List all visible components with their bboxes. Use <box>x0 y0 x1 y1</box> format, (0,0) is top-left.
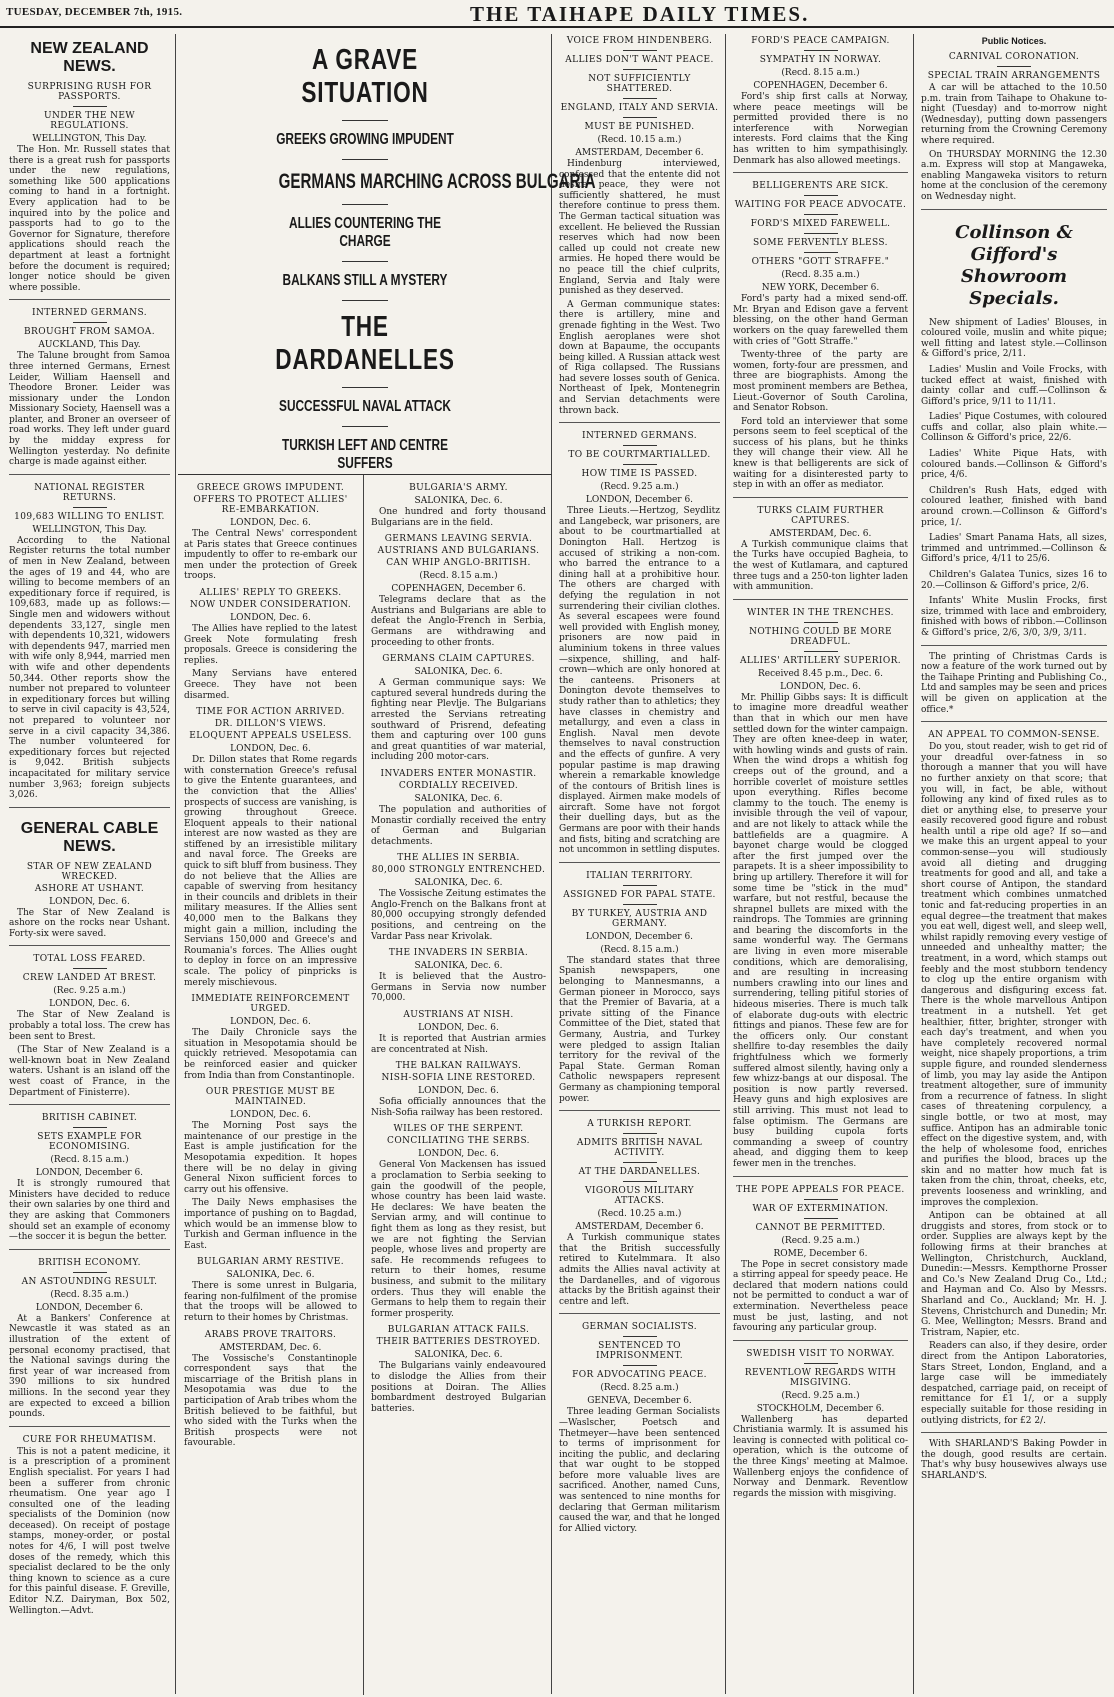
received-time: (Recd. 9.25 a.m.) <box>600 482 679 493</box>
received-time: (Recd. 8.15 a.m.) <box>50 1155 129 1166</box>
received-time: (Recd. 9.25 a.m.) <box>781 1235 860 1246</box>
article-body: A German communique says: We captured several hundreds during the fighting near Plevlje. The Bulgarians arrested the Servians retreating southward of Prisrend, defeating them and capturing over 100 guns and great quantities of war material, including 200 motor-cars. <box>371 678 546 763</box>
article-turkish <box>559 1110 720 1307</box>
advert-item: Children's Galatea Tunics, sizes 16 to 20.—Collinson & Gifford's price, 2/6. <box>921 570 1107 591</box>
dateline: LONDON, Dec. 6. <box>418 1149 499 1160</box>
article-body: There is some unrest in Bulgaria, fearing non-fulfilment of the promise that the troops will be allowed to return to their homes by Christmas. <box>184 1281 357 1324</box>
headline-turkish-left: TURKISH LEFT AND CENTRE SUFFERS <box>281 437 448 472</box>
headline-balkans: BALKANS STILL A MYSTERY <box>282 272 447 289</box>
article-body: Twenty-three of the party are women, forty-four are pressmen, and three are biographists. Among the most prominent members are Bethea, Lieut.-Governor of South Carolina, and Senator Robson. <box>733 350 908 414</box>
article-arabs <box>184 1330 357 1449</box>
article-note: (The Star of New Zealand is a well-known boat in New Zealand waters. Ushant is an island off the west coast of France, in the Department of Finisterre). <box>9 1045 170 1098</box>
dateline: LONDON, December 6. <box>35 1302 144 1313</box>
article-body: It is believed that the Austro-Germans in Servia now number 70,000. <box>371 972 546 1004</box>
notice-carnival <box>921 52 1107 203</box>
article-subheading: CONCILIATING THE SERBS. <box>387 1136 530 1147</box>
article-body: A German communique states: there is artillery, mine and grenade fighting in the West. Two English aeroplanes were shot down at Bapaume, the occupants being killed. A Russian attack west of Riga collapsed. The Russians had severe losses south of Genica. Northeast of Ipek, Montenegrin and Servian detachments were thrown back. <box>559 299 720 416</box>
article-captures <box>371 654 546 763</box>
headline-germans-marching: GERMANS MARCHING ACROSS BULGARIA <box>278 170 596 193</box>
article-subheading: NISH-SOFIA LINE RESTORED. <box>381 1073 536 1084</box>
divider <box>804 622 838 623</box>
divider <box>804 1199 838 1200</box>
article-body: According to the National Register returns the total number of men in New Zealand, between the ages of 19 and 44, who are willing to become members of an expeditionary force if required, is 109,683, made up as follows:—Single men and widowers without dependents 33,127, single men with dependents 10,321, widowers with dependents 947, married men with wife only 8,944, married men with wife and other dependents 50,344. Other reports show the number not prepared to volunteer in expeditionary forces but willing to serve in civil capacity is 43,524, not prepared to volunteer nor serve in a civil capacity 34,386. The number volunteered for expeditionary forces but rejected is 9,042. British subjects incapacitated for military service number 3,963; foreign subjects 3,026. <box>9 535 170 801</box>
article-body: Antipon can be obtained at all druggists and stores, from stock or to order. Supplies are always kept by the following firms at their branches at Wellington, Christchurch, Auckland, Dunedin:—Messrs. Kempthorne Prosser and Co.'s New Zealand Drug Co., Ltd.; and Hayman and Co. Also by Messrs. Sharland and Co., Auckland; Mr. H. J. Stevens, Christchurch and Dunedin; Mr. G. Mee, Wellington; Messrs. Brand and Tristram, Napier, etc. <box>921 1211 1107 1338</box>
article-body: The Bulgarians vainly endeavoured to dislodge the Allies from their positions at Doiran. The Allies bombardment destroyed Bulgarian batteries. <box>371 1361 546 1414</box>
received-time: (Recd. 8.15 a.m.) <box>781 68 860 78</box>
article-greece-impudent <box>184 483 357 582</box>
article-hindenburg <box>559 36 720 416</box>
article-body: The Talune brought from Samoa three interned Germans, Ernest Leider, William Haensell and Theodore Broner. Leider was missionary under the London Missionary Society, Haensell was a planter, and Broner an overseer of road works. They left under guard by the midday express for Wellington yesterday. No definite charge is made against either. <box>9 351 170 468</box>
article-body: A Turkish communique states that the British successfully retired to Kutelmmara. It also admits the Allies naval activity at the Dardanelles, and of vigorous attacks by the British against their centre and left. <box>559 1233 720 1307</box>
dateline: SALONIKA, Dec. 6. <box>414 496 503 506</box>
article-leaving-servia <box>371 534 546 648</box>
article-body: The Hon. Mr. Russell states that there is a great rush for passports under the new regulations, something like 500 applications coming to hand in a fortnight. Every application had to be inquired into by the police and passports had to go to the Governor for Signature, therefore applications should reach the department at least a fortnight before the document is required; longer notice should be given where possible. <box>9 145 170 293</box>
dateline: SALONIKA, Dec. 6. <box>414 667 503 678</box>
advert-item: New shipment of Ladies' Blouses, in coloured voile, muslin and white pique; well fitting and latest style.—Collinson & Gifford's price, 2/11. <box>921 317 1107 360</box>
divider <box>73 1127 107 1128</box>
article-body: The Star of New Zealand is ashore on the rocks near Ushant. Forty-six were saved. <box>9 907 170 939</box>
dateline: STOCKHOLM, December 6. <box>756 1403 885 1414</box>
divider <box>804 214 838 215</box>
dateline: SALONIKA, Dec. 6. <box>414 1350 503 1361</box>
divider <box>342 426 388 427</box>
article-headline: BELLIGERENTS ARE SICK. <box>752 181 889 192</box>
article-headline: BRITISH CABINET. <box>41 1113 138 1124</box>
article-turks-captures <box>733 497 908 593</box>
article-subheading: 109,683 WILLING TO ENLIST. <box>14 511 165 522</box>
dateline: LONDON, Dec. 6. <box>230 1110 311 1121</box>
article-headline: GERMAN SOCIALISTS. <box>581 1322 698 1333</box>
article-army-restive <box>184 1257 357 1323</box>
issue-date: TUESDAY, DECEMBER 7th, 1915. <box>6 6 183 18</box>
dateline: LONDON, Dec. 6. <box>49 999 130 1010</box>
article-subheading: 80,000 STRONGLY ENTRENCHED. <box>371 865 546 876</box>
advert-brand-title: Collinson & Gifford's Showroom Specials. <box>955 221 1073 309</box>
article-headline: VOICE FROM HINDENBERG. <box>566 36 713 46</box>
divider <box>623 1181 657 1182</box>
dateline: LONDON, Dec. 6. <box>230 612 311 623</box>
advert-item: Infants' White Muslin Frocks, first size, trimmed with lace and embroidery, finished with bows of ribbon.—Collinson & Gifford's price, 2/6, 3/0, 3/9, 3/11. <box>921 596 1107 638</box>
dateline: LONDON, Dec. 6. <box>230 1017 311 1028</box>
article-subheading: ADMITS BRITISH NAVAL ACTIVITY. <box>576 1138 703 1159</box>
article-headline: CARNIVAL CORONATION. <box>948 52 1080 62</box>
divider <box>73 507 107 508</box>
article-headline: THE POPE APPEALS FOR PEACE. <box>736 1184 905 1195</box>
article-register <box>9 474 170 801</box>
dateline: LONDON, Dec. 6. <box>780 681 861 692</box>
article-body: The Star of New Zealand is probably a total loss. The crew has been sent to Brest. <box>9 1010 170 1042</box>
article-subheading: SYMPATHY IN NORWAY. <box>759 55 882 65</box>
divider <box>623 1133 657 1134</box>
headline-grave-situation: A GRAVE SITUATION <box>300 44 429 109</box>
article-subheading: OTHERS "GOTT STRAFFE." <box>751 257 890 268</box>
article-headline: ITALIAN TERRITORY. <box>586 870 693 881</box>
article-belligerents <box>733 172 908 491</box>
article-body: A Turkish communique claims that the Turks have occupied Bagheia, to the west of Kutlamara, and captured three tugs and a 250-ton lighter laden with ammunition. <box>733 539 908 593</box>
article-headline: INTERNED GERMANS. <box>582 431 697 442</box>
divider <box>342 204 388 205</box>
article-subheading: ASSIGNED FOR PAPAL STATE. <box>563 889 716 900</box>
advert-item: Ladies' Smart Panama Hats, all sizes, trimmed and untrimmed.—Collinson & Gifford's price, 4/11 to 25/6. <box>921 533 1107 565</box>
advert-item: Children's Rush Hats, edged with coloured leather, finished with band around crown.—Collinson & Gifford's price, 1/. <box>921 485 1107 528</box>
article-headline: GREECE GROWS IMPUDENT. <box>196 483 345 493</box>
article-headline: BRITISH ECONOMY. <box>38 1257 141 1268</box>
article-body: The standard states that three Spanish newspapers, one belonging to Mannesmanns, a German pioneer in Morocco, says that the Premier of Bavaria, at a private sitting of the Finance Committee of the Diet, stated that Germany, Austria, and Turkey were pledged to assign Italian territory for the revival of the Papal State. German Roman Catholic newspapers represent Germany as championing temporal power. <box>559 955 720 1104</box>
article-pope <box>733 1176 908 1334</box>
dateline: SALONIKA, Dec. 6. <box>226 1270 315 1281</box>
war-news-subcolumns <box>178 474 552 1449</box>
column-5 <box>916 34 1112 1694</box>
received-time: (Recd. 8.35 a.m.) <box>50 1289 129 1300</box>
received-time: (Recd. 10.25 a.m.) <box>597 1209 682 1220</box>
article-headline: TOTAL LOSS FEARED. <box>33 954 146 965</box>
article-headline: TURKS CLAIM FURTHER CAPTURES. <box>757 505 884 526</box>
article-subheading: AT THE DARDANELLES. <box>578 1167 701 1178</box>
divider <box>623 1365 657 1366</box>
public-notices-label: Public Notices. <box>981 36 1047 46</box>
article-headline: THE ALLIES IN SERBIA. <box>397 853 520 864</box>
article-monastir <box>371 769 546 847</box>
divider <box>342 261 388 262</box>
article-subheading: OFFERS TO PROTECT ALLIES' RE-EMBARKATION. <box>193 495 348 515</box>
article-italian <box>559 862 720 1104</box>
received-time: (Recd. 9.25 a.m.) <box>781 1390 860 1401</box>
article-bulgaria-army <box>371 483 546 528</box>
dateline: SALONIKA, Dec. 6. <box>414 878 503 889</box>
article-headline: TIME FOR ACTION ARRIVED. <box>196 707 345 718</box>
article-headline: GERMANS CLAIM CAPTURES. <box>382 654 535 665</box>
received-time: (Recd. 8.35 a.m.) <box>781 270 860 281</box>
article-subheading: WAITING FOR PEACE ADVOCATE. <box>734 200 907 211</box>
article-body: General Von Mackensen has issued a proclamation to Serbia seeking to gain the goodwill of the people, whose country has been laid waste. He declares: We have beaten the Servian army, and will continue to fight them as long as they resist, but we are not fighting the Servian people, whose lives and property are safe. He recommends refugees to return to their homes, resume business, and submit to the military orders. Thus they will enable the Germans to help them to regain their former prosperity. <box>371 1160 546 1319</box>
headline-stack <box>245 34 596 473</box>
dateline: AMSTERDAM, Dec. 6. <box>769 528 872 539</box>
article-body: Ford's ship first calls at Norway, where peace meetings will be permitted provided there is no interference with Norwegian interests. Ford claims that the King has written to him sympathisingly. Denmark has also allowed meetings. <box>733 92 908 166</box>
article-body: Dr. Dillon states that Rome regards with consternation Greece's refusal to give the Entente guarantees, and the conviction that the Allies' prospects of success are vanishing, is growing throughout Greece. Eloquent appeals to their national interest are now wasted as they are stiffened by an irresistible military and naval force. The Greeks are quick to sift bluff from business. They do not believe that the Allies are capable of swerving from hesitancy in their councils and driblets in their military measures. If the Allies sent 40,000 men to the Balkans they might gain a million, including the Servians 150,000 and Greece's and Roumania's forces. The Allies ought to deploy in force on an impressive scale. The policy of pinpricks is merely mischievous. <box>184 755 357 988</box>
article-headline: THE BALKAN RAILWAYS. <box>395 1061 522 1072</box>
divider <box>623 50 657 51</box>
article-subheading: HOW TIME IS PASSED. <box>581 469 698 480</box>
article-subheading: BROUGHT FROM SAMOA. <box>24 327 155 338</box>
article-socialists <box>559 1313 720 1534</box>
dateline: WELLINGTON, This Day. <box>32 524 147 535</box>
dateline: LONDON, Dec. 6. <box>230 744 311 755</box>
received-time: Received 8.45 p.m., Dec. 6. <box>758 668 883 679</box>
article-body: The Central News' correspondent at Paris states that Greece continues impudently to offer to re-embark our men under the protection of Greek troops. <box>184 529 357 582</box>
divider <box>804 1218 838 1219</box>
article-courtmartial <box>559 422 720 856</box>
advert-collinson <box>921 209 1107 639</box>
dateline: WELLINGTON, This Day. <box>32 134 147 144</box>
article-interned <box>9 299 170 468</box>
article-subheading: SOME FERVENTLY BLESS. <box>753 238 888 249</box>
divider <box>623 904 657 905</box>
dateline: AUCKLAND, This Day. <box>38 340 141 351</box>
article-attack-fails <box>371 1325 546 1414</box>
dateline: LONDON, Dec. 6. <box>230 518 311 528</box>
article-body: On THURSDAY MORNING the 12.30 a.m. Express will stop at Mangaweka, enabling Mangaweka visitors to return home at the conclusion of the ceremony on Wednesday night. <box>921 149 1107 202</box>
headline-naval-attack: SUCCESSFUL NAVAL ATTACK <box>278 398 451 415</box>
article-subheading: SENTENCED TO IMPRISONMENT. <box>596 1341 683 1362</box>
dateline: LONDON, Dec. 6. <box>418 1023 499 1034</box>
article-body: Sofia officially announces that the Nish-Sofia railway has been restored. <box>371 1097 546 1118</box>
section-heading-nz-news: NEW ZEALAND NEWS. <box>30 40 149 75</box>
article-headline: FORD'S PEACE CAMPAIGN. <box>751 36 890 46</box>
article-headline: SWEDISH VISIT TO NORWAY. <box>746 1348 895 1359</box>
article-body: A car will be attached to the 10.50 p.m. train from Taihape to Ohakune to-night (Tuesday) and to-morrow night (Wednesday), putting down passengers returning from the Crowning Ceremony where required. <box>921 83 1107 146</box>
article-railways <box>371 1061 546 1118</box>
article-subheading: CAN WHIP ANGLO-BRITISH. <box>386 558 531 569</box>
divider <box>804 195 838 196</box>
article-subheading: MUST BE PUNISHED. <box>584 122 695 132</box>
article-headline: ARABS PROVE TRAITORS. <box>204 1329 337 1340</box>
article-headline: BULGARIAN ARMY RESTIVE. <box>197 1257 344 1268</box>
article-subheading: BY TURKEY, AUSTRIA AND GERMANY. <box>571 908 708 929</box>
article-allies-serbia <box>371 853 546 942</box>
article-body: It is reported that Austrian armies are concentrated at Nish. <box>371 1034 546 1055</box>
article-trenches <box>733 599 908 1170</box>
article-headline: SURPRISING RUSH FOR PASSPORTS. <box>27 82 152 102</box>
article-subheading: ASHORE AT USHANT. <box>34 883 145 894</box>
article-headline: CURE FOR RHEUMATISM. <box>22 1434 157 1445</box>
dateline: NEW YORK, December 6. <box>761 283 880 294</box>
article-headline: AUSTRIANS AT NISH. <box>403 1010 514 1021</box>
article-passports <box>9 40 170 293</box>
dateline: LONDON, December 6. <box>585 495 694 506</box>
advert-item: Ladies' White Pique Hats, with coloured bands.—Collinson & Gifford's price, 4/6. <box>921 449 1107 481</box>
article-subheading: ENGLAND, ITALY AND SERVIA. <box>560 103 719 113</box>
divider <box>623 1336 657 1337</box>
column-1 <box>4 34 176 1694</box>
section-heading-cable-news: GENERAL CABLE NEWS. <box>20 819 159 855</box>
article-subheading: SETS EXAMPLE FOR ECONOMISING. <box>37 1132 142 1153</box>
dateline: LONDON, December 6. <box>35 1168 144 1179</box>
advert-antipon <box>921 721 1107 1426</box>
article-headline: STAR OF NEW ZEALAND WRECKED. <box>26 861 153 882</box>
article-subheading: FOR ADVOCATING PEACE. <box>572 1370 707 1381</box>
article-body: The printing of Christmas Cards is now a feature of the work turned out by the Taihape Printing and Publishing Co., Ltd and samples may be seen and prices will be given on application at the office.* <box>921 651 1107 715</box>
article-headline: GERMANS LEAVING SERVIA. <box>384 534 533 545</box>
article-headline: NATIONAL REGISTER RETURNS. <box>34 482 145 503</box>
article-loss <box>9 945 170 1098</box>
received-time: (Recd. 10.15 a.m.) <box>597 135 682 145</box>
article-subheading: ELOQUENT APPEALS USELESS. <box>189 731 352 742</box>
article-body: With SHARLAND'S Baking Powder in the dough, good results are certain. That's why busy housewives always use SHARLAND'S. <box>921 1439 1107 1481</box>
dateline: SALONIKA, Dec. 6. <box>414 793 503 804</box>
divider <box>623 1162 657 1163</box>
headline-greeks: GREEKS GROWING IMPUDENT <box>275 131 454 148</box>
article-body: Do you, stout reader, wish to get rid of your dreadful over-fatness in so thorough a manner that you will have no further anxiety on that score; that you will, in fact, be able, without following any kind of fixed rules as to diet or anything else, to preserve your easily recovered good figure and robust health until a ripe old age? If so—and we make this an urgent appeal to your common-sense—you will studiously avoid all dieting and drugging treatments for good and all, and take a short course of Antipon, the standard treatment which combines unmatched tonic and fat-reducing properties in an equal degree—the treatment that makes you eat well, digest well, and sleep well, whilst rapidly removing every vestige of unneeded and unhealthy matter; the treatment, in a word, which stamps out feebly and the most stubborn tendency to clog up the entire organism with dangerous and disfiguring excess fat. There is the whole marvellous Antipon treatment in a nutshell. Yet get healthier, fitter, brighter, stronger with each day's treatment, and when you have completely recovered normal weight, nice shapely proportions, a trim supple figure, and rounded slenderness of limb, you may lay aside the Antipon treatment altogether, sure of immunity from a recurrence of fatness. In slight cases of threatening corpulency, a single bottle, or two at most, may suffice. Antipon has an admirable tonic effect on the digestive system, and, with the help of wholesome food, enriches and purifies the blood, braces up the skin and no matter how much fat is taken from the chin, throat, cheeks, etc, prevents looseness and wrinkling, and improves the complexion. <box>921 742 1107 1208</box>
dateline: LONDON, Dec. 6. <box>418 1086 499 1097</box>
received-time: (Rec. 9.25 a.m.) <box>53 986 126 997</box>
received-time: (Recd. 8.15 a.m.) <box>419 571 498 582</box>
article-body: Many Servians have entered Greece. They have not been disarmed. <box>184 669 357 701</box>
article-allies-reply <box>184 588 357 701</box>
column-2b <box>365 475 552 1695</box>
divider <box>623 69 657 70</box>
article-subheading: UNDER THE NEW REGULATIONS. <box>43 111 136 131</box>
divider <box>73 322 107 323</box>
article-subheading: CANNOT BE PERMITTED. <box>755 1222 886 1233</box>
dateline: LONDON, Dec. 6. <box>49 896 130 907</box>
article-subheading: AUSTRIANS AND BULGARIANS. <box>377 546 540 557</box>
advert-rheumatism <box>9 1426 170 1617</box>
article-subheading: THEIR BATTERIES DESTROYED. <box>376 1337 541 1348</box>
article-subheading: ALLIES DON'T WANT PEACE. <box>565 55 714 65</box>
dateline: AMSTERDAM, December 6. <box>575 148 704 158</box>
article-body: At a Bankers' Conference at Newcastle it was stated as an illustration of the extent of personal economy practised, that the National savings during the first year of war increased from 390 millions to six hundred millions. In the second year they are expected to exceed a billion pounds. <box>9 1313 170 1420</box>
divider <box>997 66 1031 67</box>
divider <box>804 1363 838 1364</box>
article-wiles <box>371 1124 546 1319</box>
article-subheading: SPECIAL TRAIN ARRANGEMENTS <box>927 71 1101 81</box>
divider <box>342 387 388 388</box>
article-subheading: NOW UNDER CONSIDERATION. <box>189 599 352 610</box>
article-headline: INVADERS ENTER MONASTIR. <box>380 768 537 779</box>
notice-printing <box>921 645 1107 716</box>
article-body: The population and authorities of Monastir cordially received the entry of German and Bulgarian detachments. <box>371 804 546 847</box>
article-economy <box>9 1249 170 1420</box>
article-body: The Daily News emphasises the importance of pushing on to Bagdad, which would be an immense blow to Turkish and German influence in the East. <box>184 1198 357 1251</box>
article-body: Ford's party had a mixed send-off. Mr. Bryan and Edison gave a fervent blessing, on the other hand German workers on the quay farewelled them with cries of "Gott Straffe." <box>733 294 908 347</box>
article-body: The Vossische's Constantinople correspondent says that the miscarriage of the British plans in Mesopotamia was due to the participation of Arab tribes whom the British believed to be faithful, but who sided with the Turks when the British prospects were not favourable. <box>184 1353 357 1449</box>
article-wreck <box>9 807 170 940</box>
headline-allies-countering: ALLIES COUNTERING THE CHARGE <box>288 215 441 250</box>
column-2 <box>178 34 596 1694</box>
article-body: Wallenberg has departed Christiania warmly. It is assumed his leaving is connected with political co-operation, which is the outcome of the three Kings' meeting at Malmoe. Wallenberg enjoys the confidence of Norway and Denmark. Reventlow regards the mission with misgiving. <box>733 1414 908 1499</box>
article-subheading: CORDIALLY RECEIVED. <box>398 780 519 791</box>
article-headline: A TURKISH REPORT. <box>587 1119 692 1130</box>
article-invaders <box>371 948 546 1004</box>
column-4 <box>728 34 914 1694</box>
article-headline: OUR PRESTIGE MUST BE MAINTAINED. <box>205 1087 336 1108</box>
received-time: (Recd. 8.25 a.m.) <box>600 1383 679 1394</box>
headline-dardanelles: THE DARDANELLES <box>274 311 455 376</box>
article-subheading: DR. DILLON'S VIEWS. <box>214 719 327 730</box>
article-subheading: NOTHING COULD BE MORE DREADFUL. <box>749 626 892 647</box>
article-nish <box>371 1010 546 1055</box>
divider <box>623 885 657 886</box>
article-cabinet <box>9 1104 170 1243</box>
dateline: AMSTERDAM, December 6. <box>575 1222 704 1233</box>
newspaper-title: THE TAIHAPE DAILY TIMES. <box>470 2 810 26</box>
article-subheading: CREW LANDED AT BREST. <box>22 973 157 984</box>
article-headline: AN APPEAL TO COMMON-SENSE. <box>928 730 1100 741</box>
article-dillon <box>184 707 357 988</box>
divider <box>623 98 657 99</box>
divider <box>804 252 838 253</box>
article-subheading: NOT SUFFICIENTLY SHATTERED. <box>588 74 691 94</box>
advert-item: Ladies' Pique Costumes, with coloured cuffs and collar, also plain white.—Collinson & Gifford's price, 22/6. <box>921 412 1107 444</box>
article-headline: BULGARIAN ATTACK FAILS. <box>387 1325 530 1336</box>
dateline: SALONIKA, Dec. 6. <box>414 961 503 972</box>
column-2a <box>178 475 364 1695</box>
article-body: Three leading German Socialists—Waslscher, Poetsch and Thetmeyer—have been sentenced to terms of imprisonment for inciting the public, and declaring that war ought to be stopped before more valuable lives are sacrificed. Another, named Cuns, was sentenced to nine months for declaring that German militarism caused the war, and that he longed for Allied victory. <box>559 1407 720 1534</box>
article-headline: WINTER IN THE TRENCHES. <box>747 607 894 618</box>
masthead <box>0 0 1114 28</box>
article-subheading: VIGOROUS MILITARY ATTACKS. <box>585 1186 694 1207</box>
divider <box>73 1272 107 1273</box>
article-swedish <box>733 1340 908 1500</box>
divider <box>342 159 388 160</box>
article-headline: BULGARIA'S ARMY. <box>409 483 508 493</box>
column-3 <box>554 34 726 1694</box>
article-body: The Vossische Zeitung estimates the Anglo-French on the Balkans front at 80,000 occupying strongly defended positions, and centreing on the Vardar Pass near Krivolak. <box>371 889 546 942</box>
dateline: LONDON, December 6. <box>585 931 694 942</box>
divider <box>623 445 657 446</box>
divider <box>804 233 838 234</box>
article-body: Readers can also, if they desire, order direct from the Antipon Laboratories, Stars Street, London, England, and a large case will be immediately despatched, carriage paid, on receipt of remittance for £1 1/, or a supply especially suitable for those residing in outlying districts, for £2 2/. <box>921 1341 1107 1426</box>
article-body: Mr. Phillip Gibbs says: It is difficult to imagine more dreadful weather than that in which our men have settled down for the winter campaign. They are often knee-deep in water, with howling winds and gusts of rain. When the wind drops a whitish fog creeps out of the ground, and a horrible coverlet of moisture settles upon everything. Rifles become clammy to the touch. The enemy is invisible through the veil of vapour, and are not likely to attack while the battlefields are a quagmire. A bayonet charge would be clogged after the first jumped over the parapets. It is a sheer impossibility to bring up artillery. Therefore it will for some time be "stick in the mud" warfare, but not restful, because the shrapnel bullets are mixed with the raindrops. The Tommies are grinning and bearing the discomforts in the same wonderful way. The Germans are living in even more miserable conditions, which are demoralising, and are resulting in increasing numbers crawling into our lines and surrendering, telling pitiful stories of hideous miseries. There is much talk of elaborate dug-outs with electric fittings and pianos. These few are for the officers only. Our constant shellfire to-day resembles the daily frightfulness which we formerly suffered almost silently, having only a few whizz-bangs at our disposal. The position is now partly reversed. Heavy guns and high explosives are still arriving. This must not lead to false optimism. The Germans are busy building cupola forts commanding a sweep of country ahead, and digging them to keep fewer men in the trenches. <box>733 692 908 1169</box>
article-headline: IMMEDIATE REINFORCEMENT URGED. <box>191 994 350 1015</box>
article-body: The Morning Post says the maintenance of our prestige in the East is ample justification for the Mesopotamia expedition. It hopes there will be no delay in giving General Nixon sufficient forces to carry out his offensive. <box>184 1121 357 1195</box>
divider <box>73 106 107 107</box>
advert-item: Ladies' Muslin and Voile Frocks, with tucked effect at waist, finished with dainty collar and cuff.—Collinson & Gifford's price, 9/11 to 11/11. <box>921 364 1107 407</box>
article-subheading: AN ASTOUNDING RESULT. <box>21 1276 158 1287</box>
article-subheading: ALLIES' ARTILLERY SUPERIOR. <box>739 655 902 666</box>
dateline: ROME, December 6. <box>773 1248 868 1259</box>
article-subheading: REVENTLOW REGARDS WITH MISGIVING. <box>744 1367 897 1388</box>
article-headline: ALLIES' REPLY TO GREEKS. <box>199 587 342 598</box>
advert-sharland <box>921 1432 1107 1481</box>
article-ford <box>733 36 908 166</box>
article-body: It is strongly rumoured that Ministers have decided to reduce their own salaries by one third and they are asking that Commoners should set an example of economy—the soccer it is begun the better. <box>9 1179 170 1243</box>
article-body: This is not a patent medicine, it is a prescription of a prominent English specialist. For years I had been a sufferer from chronic rheumatism. One year ago I consulted one of the leading specialists of the Dominion (now deceased). On receipt of postage stamps, money-order, or postal notes for 4/6, I will post twelve doses of the remedy, which this specialist declared to be the only thing known to science as a cure for this painful disease. F. Greville, Editor N.Z. Dairyman, Box 502, Wellington.—Advt. <box>9 1446 170 1616</box>
dateline: GENEVA, December 6. <box>587 1396 692 1407</box>
dateline: COPENHAGEN, December 6. <box>753 81 888 91</box>
article-body: The Daily Chronicle says the situation in Mesopotamia should be quickly retrieved. Mesopotamia can be reinforced easier and quicker from India than from Constantinople. <box>184 1028 357 1081</box>
article-prestige <box>184 1087 357 1251</box>
divider <box>804 651 838 652</box>
article-body: One hundred and forty thousand Bulgarians are in the field. <box>371 507 546 528</box>
article-subheading: WAR OF EXTERMINATION. <box>752 1203 889 1214</box>
divider <box>342 300 388 301</box>
article-body: Hindenburg interviewed, confessed that the entente did not desire peace, they were not sufficiently shattered, he must therefore continue to press them. The German tactical situation was excellent. He believed the Russian reserves which had now been called up could not create new armies. He hoped there would be no peace till the chief culprits, England, Servia and Italy were punished as they deserved. <box>559 159 720 297</box>
article-body: Three Lieuts.—Hertzog, Seydlitz and Langebeck, war prisoners, are about to be courtmartialled at Donington Hall. Hertzog is accused of striking a non-com. who barred the entrance to a dining hall at a prohibitive hour. The others are charged with defying the regulation in not surrendering their civilian clothes. As several escapees were found well provided with English money, prisoners are now paid in aluminium tokens in three values—sixpence, shilling, and half-crown—which are only honored at the canteens. Prisoners at Donington devote themselves to study rather than to athletics; they have classes in chemistry and metallurgy, and even a class in English. Naval men devote themselves to naval construction and the effects of gunfire. A very popular pastime is map drawing wherein a remarkable knowledge of the contours of British lines is displayed. Airmen make models of aircraft. Some have not forgot their duelling days, but as the Germans are poor with their hands and fists, biting and scratching are not uncommon in settling disputes. <box>559 506 721 856</box>
article-body: Telegrams declare that as the Austrians and Bulgarians are able to defeat the Anglo-French in Serbia, Germans are withdrawing and proceeding to other fronts. <box>371 595 546 648</box>
article-subheading: TO BE COURTMARTIALLED. <box>568 450 711 461</box>
divider <box>623 117 657 118</box>
article-headline: THE INVADERS IN SERBIA. <box>388 948 529 959</box>
dateline: COPENHAGEN, December 6. <box>391 584 526 595</box>
article-body: Ford told an interviewer that some persons seem to feel sceptical of the success of his plans, but he thinks they will change their view. All he knew is that belligerents are sick of waiting for a disinterested party to step in with an offer as mediator. <box>733 416 908 491</box>
article-subheading: FORD'S MIXED FAREWELL. <box>750 219 891 230</box>
article-body: The Pope in secret consistory made a stirring appeal for speedy peace. He declared that modern nations could not be permitted to conduct a war of extermination. Nevertheless peace must be just, lasting, and not favouring any particular group. <box>733 1259 908 1334</box>
article-headline: INTERNED GERMANS. <box>32 308 147 319</box>
dateline: AMSTERDAM, Dec. 6. <box>219 1342 322 1353</box>
divider <box>623 464 657 465</box>
article-body: The Allies have replied to the latest Greek Note formulating fresh proposals. Greece is considering the replies. <box>184 623 357 666</box>
divider <box>804 50 838 51</box>
divider <box>73 968 107 969</box>
article-reinforcement <box>184 994 357 1081</box>
divider <box>342 120 388 121</box>
article-headline: WILES OF THE SERPENT. <box>393 1124 524 1135</box>
received-time: (Recd. 8.15 a.m.) <box>600 944 679 955</box>
